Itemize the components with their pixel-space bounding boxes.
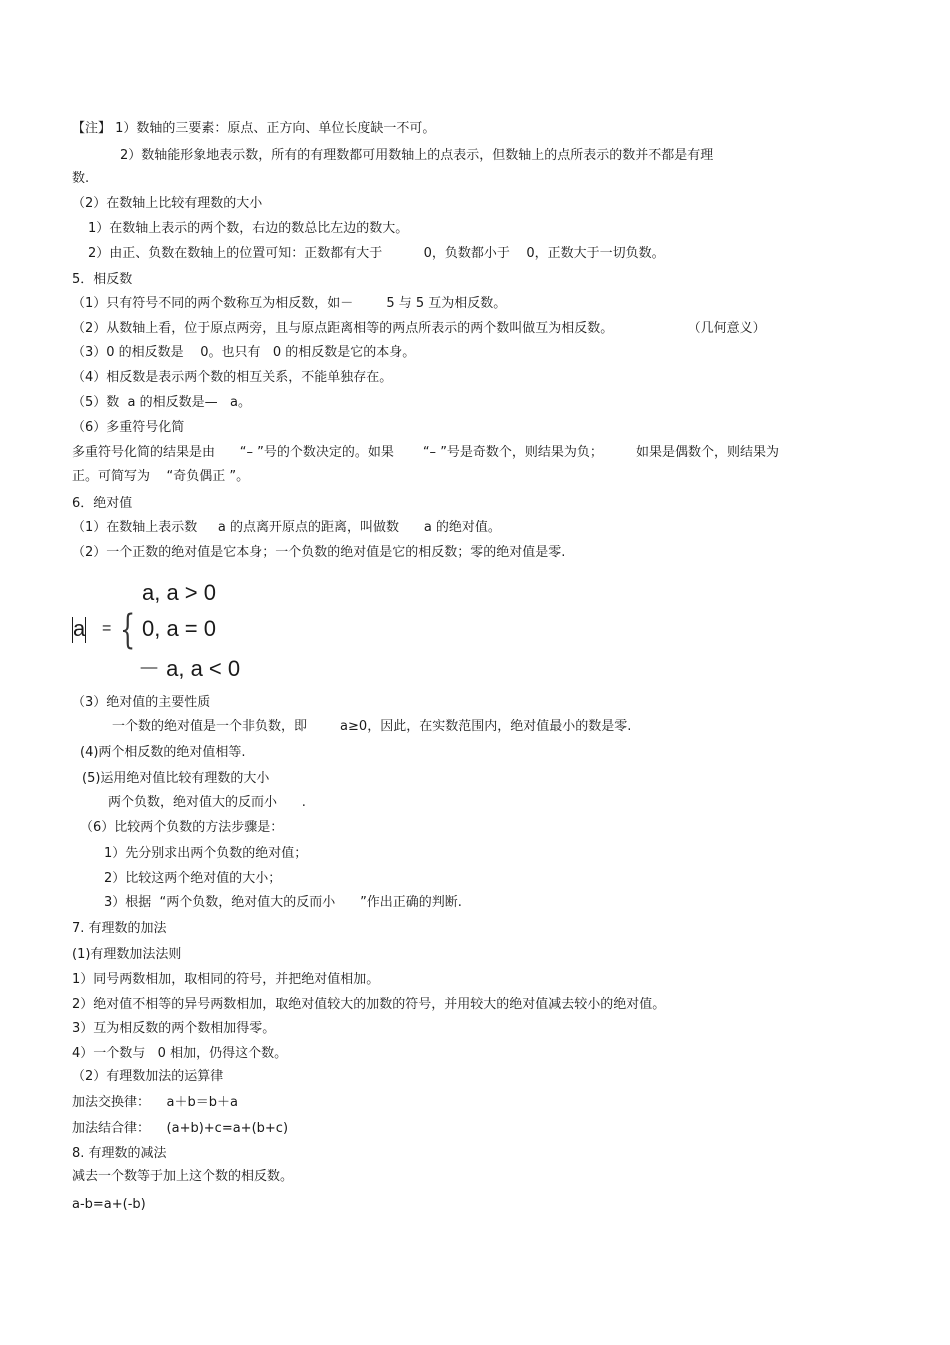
subtraction-rule: 减去一个数等于加上这个数的相反数。 xyxy=(72,1169,294,1184)
compare-step-1: 1）先分别求出两个负数的绝对值； xyxy=(104,846,308,861)
addition-rule-2: 2）绝对值不相等的异号两数相加，取绝对值较大的加数的符号，并用较大的绝对值减去较小的绝对值。 xyxy=(72,997,666,1012)
abs-property-heading: （3）绝对值的主要性质 xyxy=(72,695,211,710)
sign-simplify-1: 多重符号化简的结果是由 “– ”号的个数决定的。如果 “– ”号是奇数个，则结果为负； 如果是偶数个，则结果为 xyxy=(72,445,779,460)
note-line-1: 【注】 1）数轴的三要素：原点、正方向、单位长度缺一不可。 xyxy=(72,121,436,136)
formula-equals: = xyxy=(102,620,112,637)
abs-property-text: 一个数的绝对值是一个非负数，即 a≥0，因此，在实数范围内，绝对值最小的数是零. xyxy=(112,719,632,734)
note-line-2: 2）数轴能形象地表示数，所有的有理数都可用数轴上的点表示，但数轴上的点所表示的数并不都是有理 xyxy=(120,148,714,163)
commutative-law: 加法交换律： a＋b＝b＋a xyxy=(72,1095,238,1110)
compare-step-3: 3）根据 “两个负数，绝对值大的反而小 ”作出正确的判断. xyxy=(104,895,462,910)
formula-case-positive: a, a > 0 xyxy=(142,580,217,605)
abs-item-6: （6）比较两个负数的方法步骤是： xyxy=(80,820,284,835)
addition-laws-heading: （2）有理数加法的运算律 xyxy=(72,1069,224,1084)
opposite-def-5: （5）数 a 的相反数是— a。 xyxy=(72,395,251,410)
abs-value-formula xyxy=(72,580,292,680)
compare-rule-1: 1）在数轴上表示的两个数，右边的数总比左边的数大。 xyxy=(88,221,409,236)
abs-def-1: （1）在数轴上表示数 a 的点离开原点的距离，叫做数 a 的绝对值。 xyxy=(72,520,501,535)
opposite-def-3: （3）0 的相反数是 0。也只有 0 的相反数是它的本身。 xyxy=(72,345,416,360)
abs-lhs: a xyxy=(72,616,86,643)
compare-rule-2: 2）由正、负数在数轴上的位置可知：正数都有大于 0，负数都小于 0，正数大于一切负数。 xyxy=(88,246,665,261)
addition-rule-4: 4）一个数与 0 相加，仍得这个数。 xyxy=(72,1046,288,1061)
section-6-heading: 6．绝对值 xyxy=(72,496,133,511)
formula-brace: { xyxy=(120,607,136,653)
section-8-heading: 8. 有理数的减法 xyxy=(72,1146,167,1161)
associative-law: 加法结合律： (a+b)+c=a+(b+c) xyxy=(72,1121,289,1136)
addition-rule-1: 1）同号两数相加，取相同的符号，并把绝对值相加。 xyxy=(72,972,380,987)
section-7-heading: 7. 有理数的加法 xyxy=(72,921,167,936)
subheading-compare: （2）在数轴上比较有理数的大小 xyxy=(72,196,263,211)
formula-case-negative: － a, a < 0 xyxy=(138,656,241,681)
addition-rule-heading: (1)有理数加法法则 xyxy=(72,947,182,962)
abs-item-5-text: 两个负数，绝对值大的反而小 . xyxy=(108,795,306,810)
note-line-2-cont: 数. xyxy=(72,171,90,186)
formula-case-zero: 0, a = 0 xyxy=(142,616,217,641)
compare-step-2: 2）比较这两个绝对值的大小； xyxy=(104,871,282,886)
addition-rule-3: 3）互为相反数的两个数相加得零。 xyxy=(72,1021,276,1036)
abs-def-2: （2）一个正数的绝对值是它本身；一个负数的绝对值是它的相反数；零的绝对值是零. xyxy=(72,545,566,560)
abs-item-5: (5)运用绝对值比较有理数的大小 xyxy=(82,771,270,786)
opposite-def-4: （4）相反数是表示两个数的相互关系，不能单独存在。 xyxy=(72,370,393,385)
section-5-heading: 5．相反数 xyxy=(72,272,133,287)
opposite-def-2: （2）从数轴上看，位于原点两旁，且与原点距离相等的两点所表示的两个数叫做互为相反数。 （几何意义） xyxy=(72,321,766,336)
opposite-def-1: （1）只有符号不同的两个数称互为相反数，如－ 5 与 5 互为相反数。 xyxy=(72,296,507,311)
abs-item-4: (4)两个相反数的绝对值相等. xyxy=(80,745,246,760)
sign-simplify-2: 正。可简写为 “奇负偶正 ”。 xyxy=(72,469,250,484)
opposite-def-6: （6）多重符号化简 xyxy=(72,420,185,435)
subtraction-formula: a-b=a+(-b) xyxy=(72,1197,146,1212)
